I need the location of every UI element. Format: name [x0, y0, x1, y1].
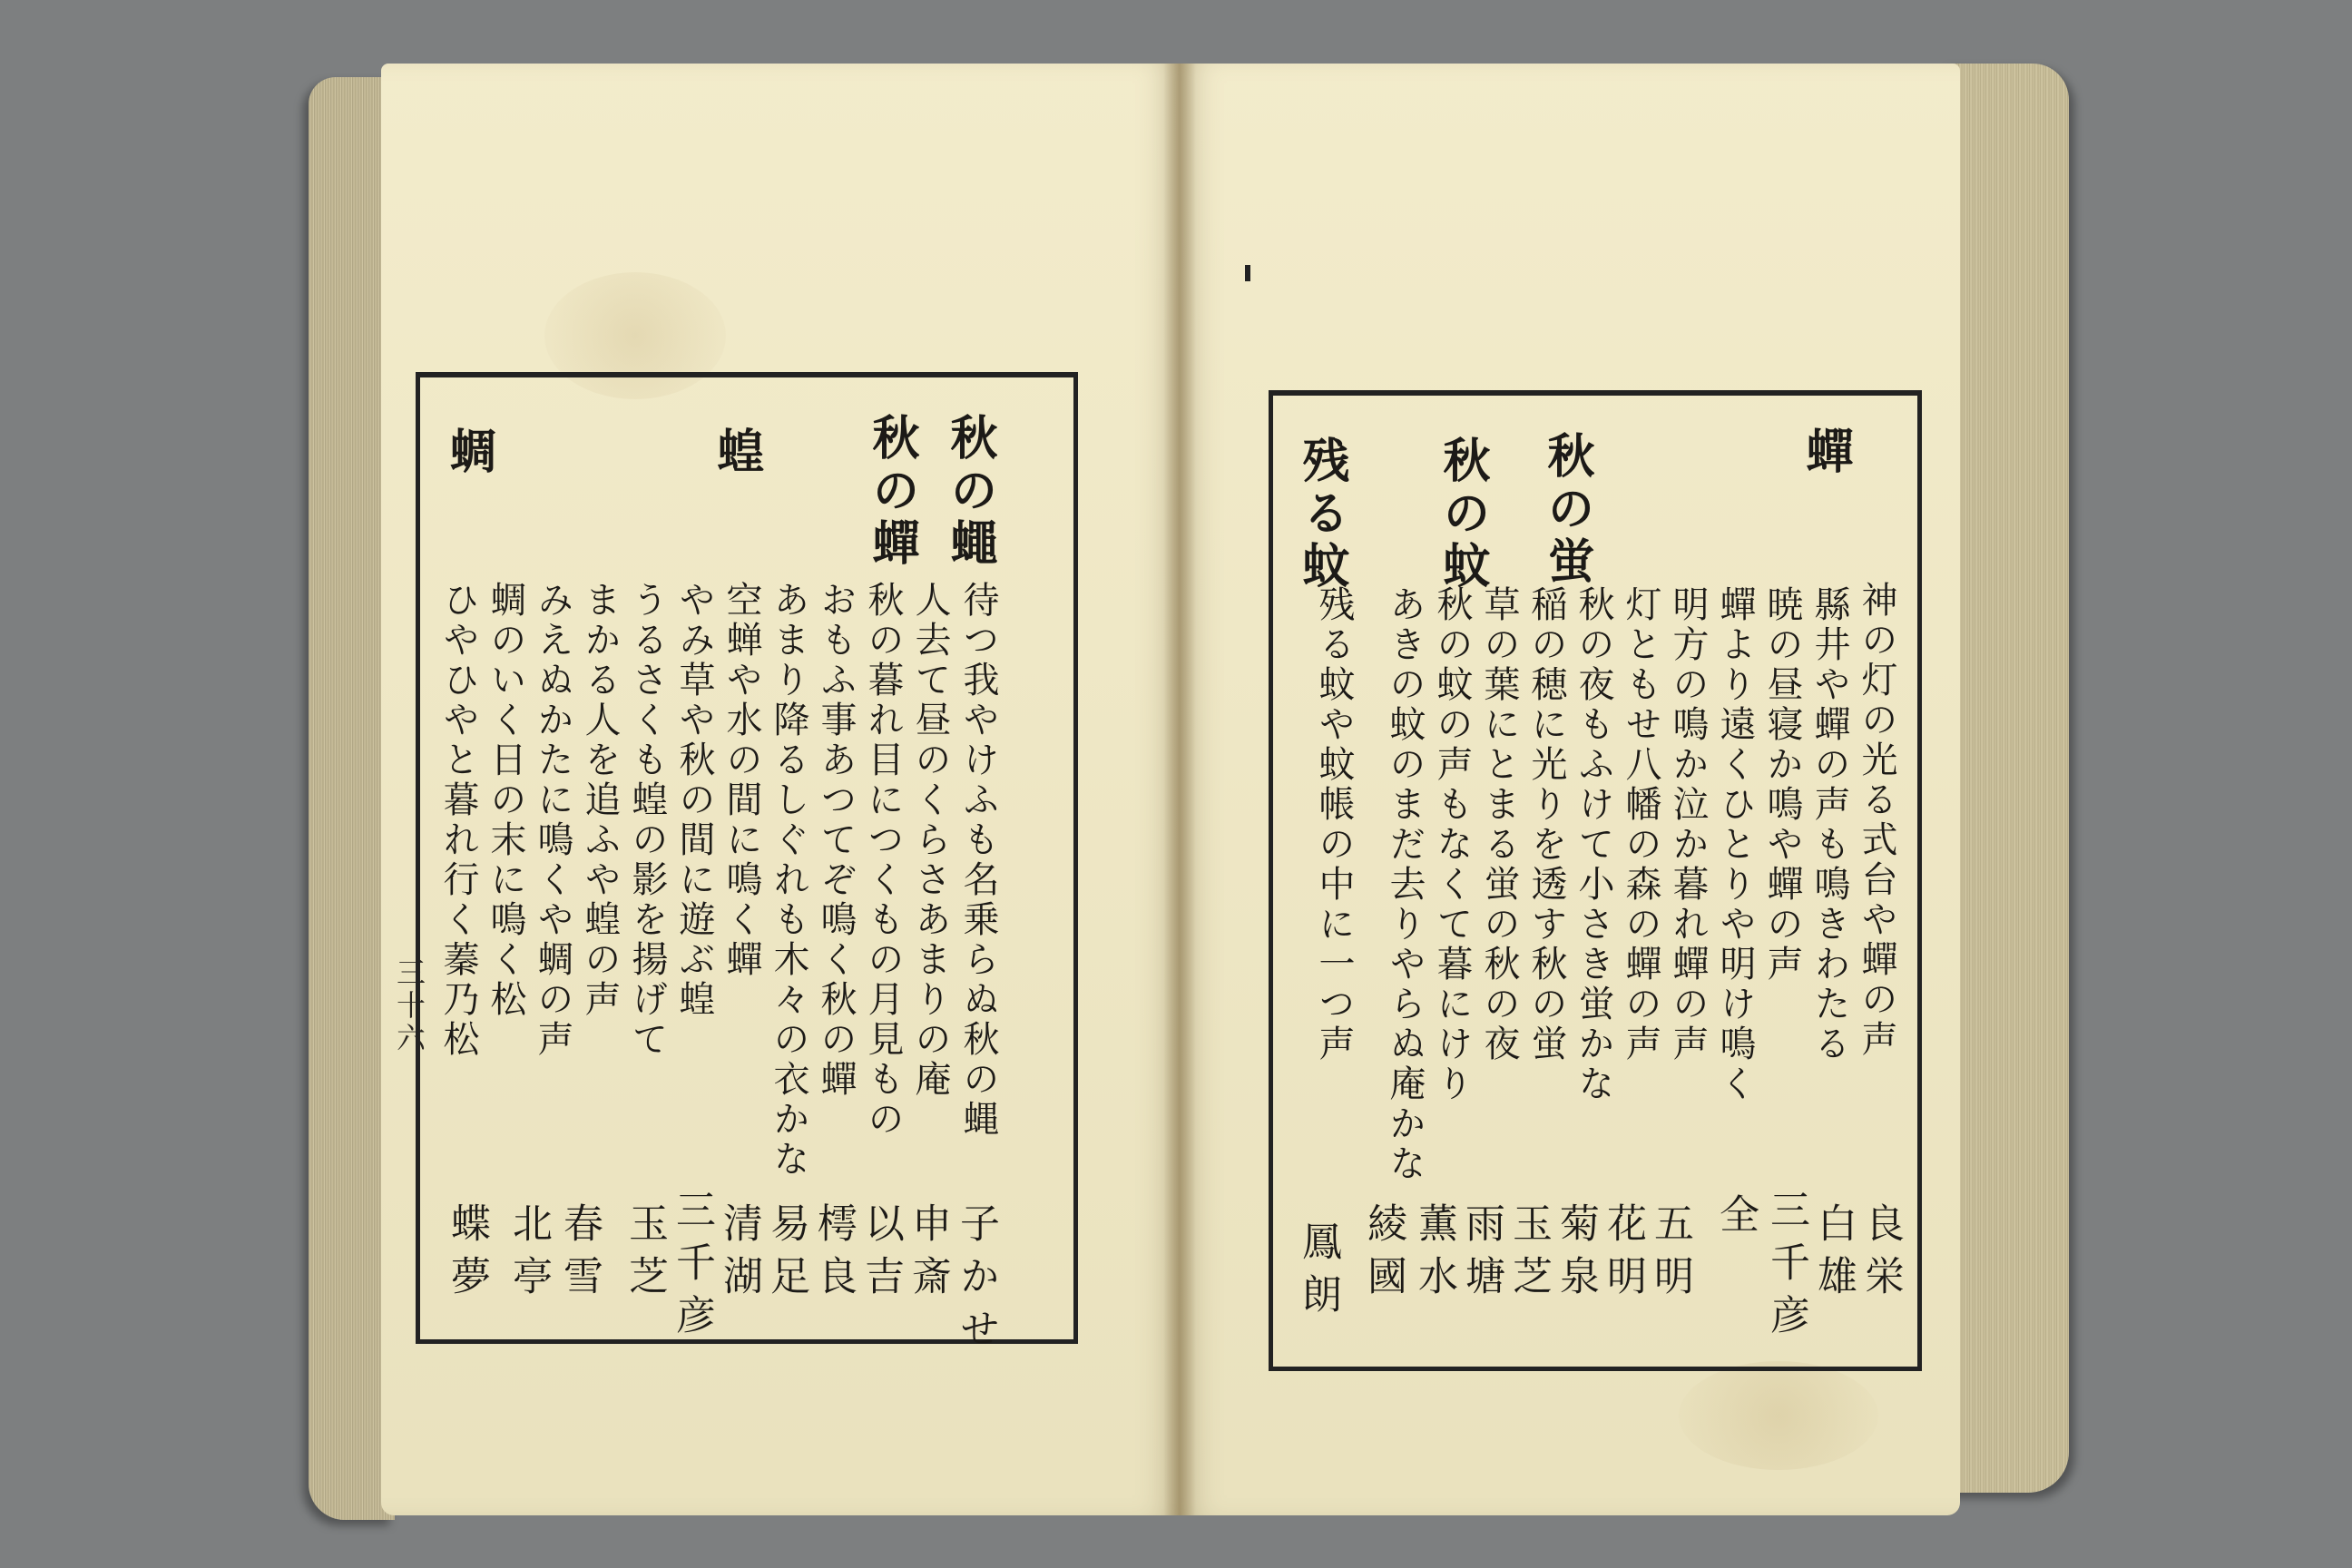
- right-page-edges: [1942, 64, 2069, 1493]
- verse: 人去て昼のくらさあまりの庵: [909, 581, 951, 1100]
- verse: 縣井や蟬の声も鳴きわたる: [1808, 585, 1850, 1064]
- page-number: 三十六: [392, 957, 426, 1055]
- author-name: 子かせ: [953, 1202, 999, 1360]
- verse: まかる人を追ふや蝗の声: [579, 581, 621, 1020]
- verse: 秋の暮れ目につくもの月見もの: [862, 581, 904, 1140]
- heading: 秋の蟬: [864, 413, 919, 571]
- verse: 稲の穂に光りを透す秋の蛍: [1525, 585, 1567, 1064]
- author-name: 春雪: [556, 1202, 603, 1308]
- author-name: 菊泉: [1553, 1202, 1599, 1308]
- verse: 待つ我やけふも名乗らぬ秋の蝿: [957, 581, 999, 1140]
- verse: おもふ事あつてぞ鳴く秋の蟬: [815, 581, 857, 1100]
- author-name: 雨塘: [1458, 1202, 1504, 1308]
- author-name: 鳳朗: [1295, 1220, 1341, 1326]
- author-name: 樗良: [810, 1202, 857, 1308]
- heading: 蟬: [1798, 426, 1853, 479]
- author-name: 易足: [763, 1202, 809, 1308]
- paper-stain: [1679, 1361, 1878, 1470]
- author-name: 花明: [1600, 1202, 1646, 1308]
- author-name: 綾國: [1360, 1202, 1406, 1308]
- verse: 暁の昼寝か鳴や蟬の声: [1761, 585, 1803, 985]
- verse: 秋の夜もふけて小さき蛍かな: [1573, 585, 1614, 1104]
- heading: 残る蚊: [1294, 436, 1349, 593]
- author-name: 三千彦: [1763, 1189, 1809, 1347]
- verse: みえぬかたに鳴くや蜩の声: [532, 581, 573, 1060]
- author-name: 薫水: [1411, 1202, 1457, 1308]
- verse: 蜩のいく日の末に鳴く松: [485, 581, 526, 1020]
- author-name: 以吉: [858, 1202, 904, 1308]
- verse: 蟬より遠くひとりや明け鳴く: [1714, 585, 1756, 1104]
- author-name: 玉芝: [622, 1202, 668, 1308]
- verse: 残る蚊や蚊帳の中に一つ声: [1313, 585, 1355, 1064]
- verse: 空蝉や水の間に鳴く蟬: [720, 581, 762, 980]
- ink-mark: [1245, 265, 1250, 281]
- verse: やみ草や秋の間に遊ぶ蝗: [673, 581, 715, 1020]
- author-name: 良栄: [1857, 1202, 1904, 1308]
- author-name: 玉芝: [1505, 1202, 1552, 1308]
- author-name: 北亭: [505, 1202, 552, 1308]
- heading: 秋の蚊: [1435, 436, 1490, 593]
- heading: 秋の蛍: [1539, 431, 1594, 589]
- verse: 明方の鳴か泣か暮れ蟬の声: [1667, 585, 1709, 1064]
- author-name: 申斎: [905, 1202, 951, 1308]
- verse: 神の灯の光る式台や蟬の声: [1856, 581, 1897, 1060]
- author-name: 蝶夢: [444, 1202, 490, 1308]
- verse: あまり降るしぐれも木々の衣かな: [768, 581, 809, 1180]
- verse: うるさくも蝗の影を揚げて: [626, 581, 668, 1060]
- author-name: 三千彦: [669, 1189, 715, 1347]
- verse: 秋の蚊の声もなくて暮にけり: [1431, 585, 1473, 1104]
- verse: 灯ともせ八幡の森の蟬の声: [1620, 585, 1661, 1064]
- book-gutter: [1163, 64, 1196, 1515]
- author-name: 五明: [1647, 1202, 1693, 1308]
- author-name: 清湖: [716, 1202, 762, 1308]
- author-name: 白雄: [1810, 1202, 1857, 1308]
- heading: 蜩: [441, 426, 496, 479]
- verse: あきの蚊のまだ去りやらぬ庵かな: [1384, 585, 1426, 1184]
- author-name: 全: [1712, 1193, 1759, 1246]
- verse: ひやひやと暮れ行く蓁乃松: [437, 581, 479, 1060]
- heading: 秋の蠅: [942, 413, 997, 571]
- verse: 草の葉にとまる蛍の秋の夜: [1478, 585, 1520, 1064]
- heading: 蝗: [709, 426, 764, 479]
